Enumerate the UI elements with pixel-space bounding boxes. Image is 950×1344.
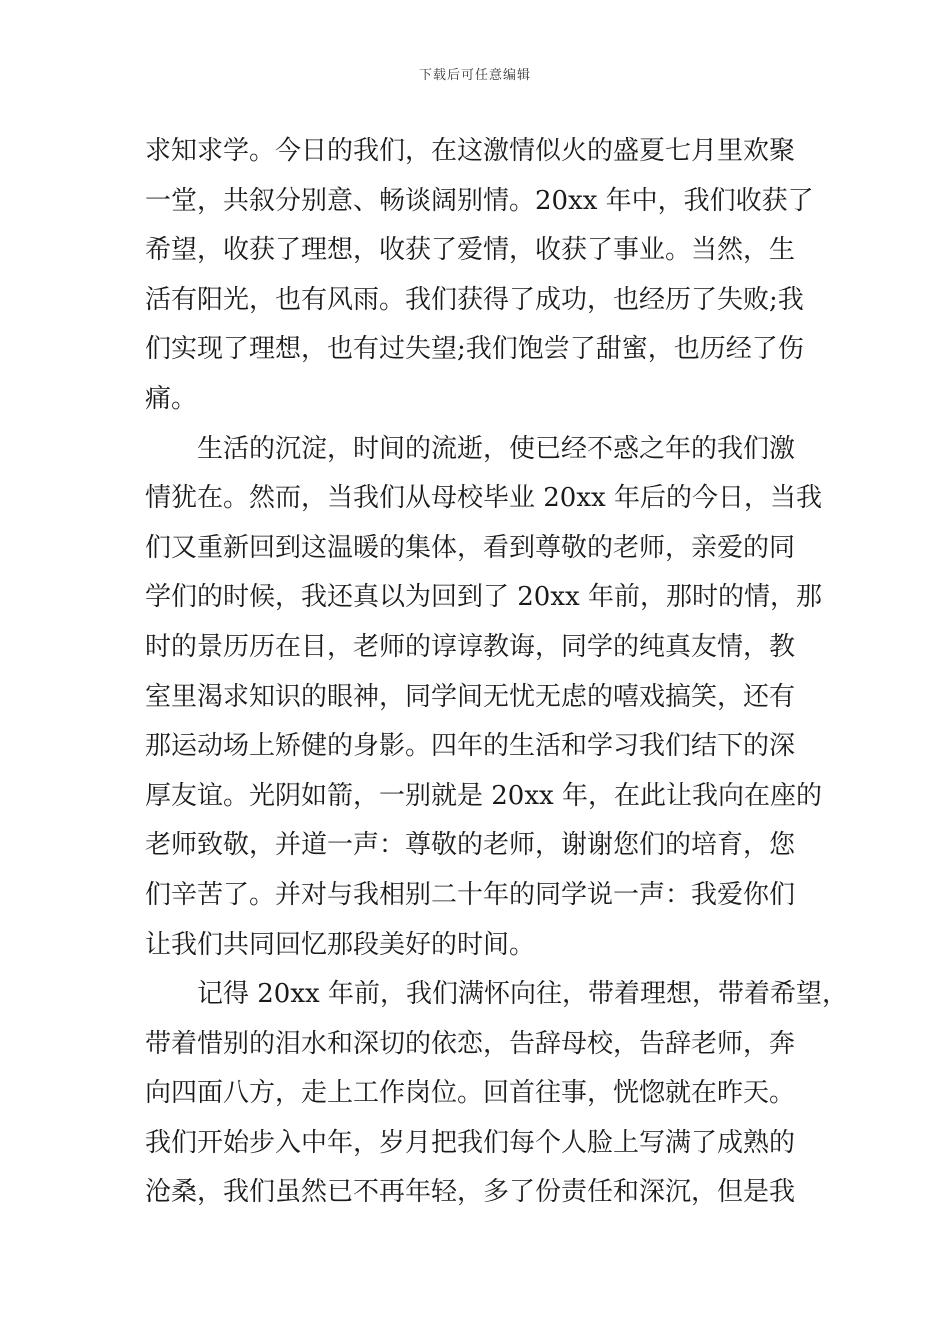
text-line: 那运动场上矫健的身影。四年的生活和学习我们结下的深 — [145, 731, 796, 762]
text-line: 记得 20xx 年前，我们满怀向往，带着理想，带着希望， — [197, 979, 848, 1010]
text-line: 情犹在。然而，当我们从母校毕业 20xx 年后的今日，当我 — [145, 483, 822, 514]
text-line: 带着惜别的泪水和深切的依恋，告辞母校，告辞老师，奔 — [145, 1028, 796, 1059]
text-line: 痛。 — [145, 383, 198, 414]
text-line: 求知求学。今日的我们，在这激情似火的盛夏七月里欢聚 — [145, 136, 796, 166]
text-line: 时的景历历在目，老师的谆谆教诲，同学的纯真友情，教 — [145, 631, 796, 662]
document-body — [145, 127, 848, 1218]
text-line: 们实现了理想，也有过失望;我们饱尝了甜蜜，也历经了伤 — [145, 334, 804, 365]
text-line: 活有阳光，也有风雨。我们获得了成功，也经历了失败;我 — [145, 284, 804, 315]
text-line: 生活的沉淀，时间的流逝，使已经不惑之年的我们激 — [197, 433, 796, 464]
text-line: 们又重新回到这温暖的集体，看到尊敬的老师，亲爱的同 — [145, 532, 796, 563]
page-header: 下载后可任意编辑 — [418, 68, 531, 83]
text-line: 让我们共同回忆那段美好的时间。 — [145, 929, 536, 960]
text-line: 们辛苦了。并对与我相别二十年的同学说一声：我爱你们 — [145, 879, 796, 910]
paragraph-2 — [145, 425, 822, 971]
text-line: 学们的时候，我还真以为回到了 20xx 年前，那时的情，那 — [145, 582, 822, 613]
text-line: 厚友谊。光阴如箭，一别就是 20xx 年，在此让我向在座的 — [145, 780, 822, 811]
text-line: 一堂，共叙分别意、畅谈阔别情。20xx 年中，我们收获了 — [145, 185, 814, 216]
text-line: 老师致敬，并道一声：尊敬的老师，谢谢您们的培育，您 — [145, 830, 796, 861]
text-line: 室里渴求知识的眼神，同学间无忧无虑的嘻戏搞笑，还有 — [145, 681, 796, 712]
text-line: 向四面八方，走上工作岗位。回首往事，恍惚就在昨天。 — [145, 1078, 796, 1109]
text-line: 沧桑，我们虽然已不再年轻，多了份责任和深沉，但是我 — [145, 1177, 796, 1208]
paragraph-3 — [145, 970, 848, 1218]
paragraph-1 — [145, 127, 815, 425]
text-line: 我们开始步入中年，岁月把我们每个人脸上写满了成熟的 — [145, 1127, 796, 1158]
text-line: 希望，收获了理想，收获了爱情，收获了事业。当然，生 — [145, 235, 796, 266]
